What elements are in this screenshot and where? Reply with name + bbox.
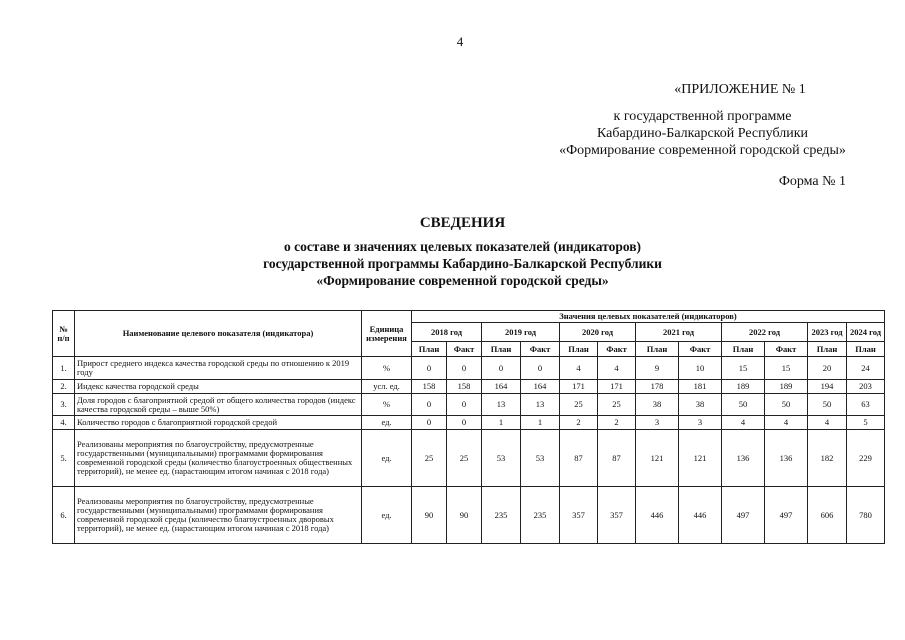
header-year: 2022 год (722, 323, 808, 342)
row-value: 357 (560, 487, 598, 544)
header-year: 2018 год (412, 323, 482, 342)
header-fact: Факт (679, 342, 722, 357)
row-value: 15 (765, 357, 808, 380)
row-unit: ед. (362, 487, 412, 544)
row-name: Реализованы мероприятия по благоустройству, предусмотренные государственными (муниципальными) программами формирования современной городской среды (количество благоустроенных общественных территорий), не менее ед. (нарастающим итогом начиная с 2018 года) (75, 430, 362, 487)
row-value: 235 (482, 487, 521, 544)
row-value: 1 (482, 416, 521, 430)
row-value: 203 (847, 380, 885, 394)
header-fact: Факт (765, 342, 808, 357)
row-name: Прирост среднего индекса качества городской среды по отношению к 2019 году (75, 357, 362, 380)
row-num: 4. (53, 416, 75, 430)
row-value: 606 (808, 487, 847, 544)
row-num: 1. (53, 357, 75, 380)
document-subtitle (0, 238, 905, 289)
row-num: 6. (53, 487, 75, 544)
row-value: 164 (521, 380, 560, 394)
row-value: 5 (847, 416, 885, 430)
header-year: 2023 год (808, 323, 847, 342)
document-title: СВЕДЕНИЯ (419, 215, 506, 231)
row-value: 446 (636, 487, 679, 544)
row-unit: усл. ед. (362, 380, 412, 394)
row-value: 9 (636, 357, 679, 380)
table-row (53, 394, 885, 416)
header-name: Наименование целевого показателя (индикатора) (75, 311, 362, 357)
row-value: 25 (598, 394, 636, 416)
row-value: 0 (412, 416, 447, 430)
row-value: 3 (679, 416, 722, 430)
table-row (53, 380, 885, 394)
subtitle-line: государственной программы Кабардино-Балкарской Республики (263, 256, 662, 271)
appendix-subtitle (540, 108, 865, 159)
row-value: 171 (598, 380, 636, 394)
header-fact: Факт (447, 342, 482, 357)
row-value: 53 (521, 430, 560, 487)
row-value: 0 (412, 394, 447, 416)
indicators-table (52, 310, 885, 544)
row-value: 136 (765, 430, 808, 487)
row-value: 497 (765, 487, 808, 544)
row-num: 5. (53, 430, 75, 487)
row-num: 3. (53, 394, 75, 416)
header-year: 2021 год (636, 323, 722, 342)
row-value: 189 (765, 380, 808, 394)
row-value: 0 (447, 416, 482, 430)
appendix-line: к государственной программе (613, 109, 792, 124)
row-value: 357 (598, 487, 636, 544)
header-fact: Факт (521, 342, 560, 357)
row-value: 50 (765, 394, 808, 416)
header-values-group: Значения целевых показателей (индикаторов) (412, 311, 885, 323)
row-value: 178 (636, 380, 679, 394)
row-value: 25 (412, 430, 447, 487)
appendix-line: Кабардино-Балкарской Республики (597, 126, 808, 141)
header-plan: План (847, 342, 885, 357)
row-name: Количество городов с благоприятной городской средой (75, 416, 362, 430)
row-value: 164 (482, 380, 521, 394)
row-value: 158 (447, 380, 482, 394)
row-value: 87 (560, 430, 598, 487)
page-number: 4 (456, 34, 464, 49)
header-year: 2024 год (847, 323, 885, 342)
row-value: 13 (482, 394, 521, 416)
form-label: Форма № 1 (778, 174, 846, 189)
row-unit: ед. (362, 416, 412, 430)
appendix-title: «ПРИЛОЖЕНИЕ № 1 (674, 82, 806, 97)
row-value: 24 (847, 357, 885, 380)
row-value: 4 (560, 357, 598, 380)
table-row (53, 357, 885, 380)
appendix-line: «Формирование современной городской среды» (559, 143, 846, 158)
row-value: 0 (447, 357, 482, 380)
row-value: 50 (808, 394, 847, 416)
row-value: 136 (722, 430, 765, 487)
table-row (53, 487, 885, 544)
row-unit: % (362, 394, 412, 416)
row-value: 13 (521, 394, 560, 416)
row-value: 194 (808, 380, 847, 394)
row-value: 4 (765, 416, 808, 430)
table-row (53, 416, 885, 430)
row-value: 1 (521, 416, 560, 430)
row-num: 2. (53, 380, 75, 394)
row-value: 0 (412, 357, 447, 380)
row-value: 90 (447, 487, 482, 544)
row-value: 4 (808, 416, 847, 430)
row-value: 38 (679, 394, 722, 416)
header-plan: План (722, 342, 765, 357)
row-value: 0 (521, 357, 560, 380)
row-value: 182 (808, 430, 847, 487)
row-value: 0 (482, 357, 521, 380)
header-plan: План (482, 342, 521, 357)
header-year: 2019 год (482, 323, 560, 342)
row-value: 20 (808, 357, 847, 380)
row-unit: % (362, 357, 412, 380)
row-name: Реализованы мероприятия по благоустройству, предусмотренные государственными (муниципальными) программами формирования современной городской среды (количество благоустроенных дворовых территорий), не менее ед. (нарастающим итогом начиная с 2018 года) (75, 487, 362, 544)
row-value: 0 (447, 394, 482, 416)
row-value: 121 (679, 430, 722, 487)
row-value: 63 (847, 394, 885, 416)
row-value: 4 (598, 357, 636, 380)
row-value: 90 (412, 487, 447, 544)
subtitle-line: о составе и значениях целевых показателей (индикаторов) (283, 239, 642, 254)
row-value: 158 (412, 380, 447, 394)
row-value: 229 (847, 430, 885, 487)
subtitle-line: «Формирование современной городской среды» (316, 273, 609, 288)
header-plan: План (636, 342, 679, 357)
row-value: 87 (598, 430, 636, 487)
header-fact: Факт (598, 342, 636, 357)
header-plan: План (412, 342, 447, 357)
row-value: 171 (560, 380, 598, 394)
row-value: 10 (679, 357, 722, 380)
row-value: 50 (722, 394, 765, 416)
row-name: Индекс качества городской среды (75, 380, 362, 394)
header-plan: План (808, 342, 847, 357)
row-value: 181 (679, 380, 722, 394)
table-row (53, 430, 885, 487)
row-value: 446 (679, 487, 722, 544)
row-value: 121 (636, 430, 679, 487)
row-value: 25 (560, 394, 598, 416)
row-value: 4 (722, 416, 765, 430)
row-value: 3 (636, 416, 679, 430)
row-value: 497 (722, 487, 765, 544)
row-value: 2 (598, 416, 636, 430)
row-value: 2 (560, 416, 598, 430)
row-value: 53 (482, 430, 521, 487)
row-unit: ед. (362, 430, 412, 487)
row-name: Доля городов с благоприятной средой от общего количества городов (индекс качества городской среды – выше 50%) (75, 394, 362, 416)
row-value: 189 (722, 380, 765, 394)
row-value: 235 (521, 487, 560, 544)
row-value: 780 (847, 487, 885, 544)
header-num: № п/п (53, 311, 75, 357)
row-value: 38 (636, 394, 679, 416)
header-year: 2020 год (560, 323, 636, 342)
header-plan: План (560, 342, 598, 357)
row-value: 25 (447, 430, 482, 487)
row-value: 15 (722, 357, 765, 380)
header-unit: Единица измерения (362, 311, 412, 357)
